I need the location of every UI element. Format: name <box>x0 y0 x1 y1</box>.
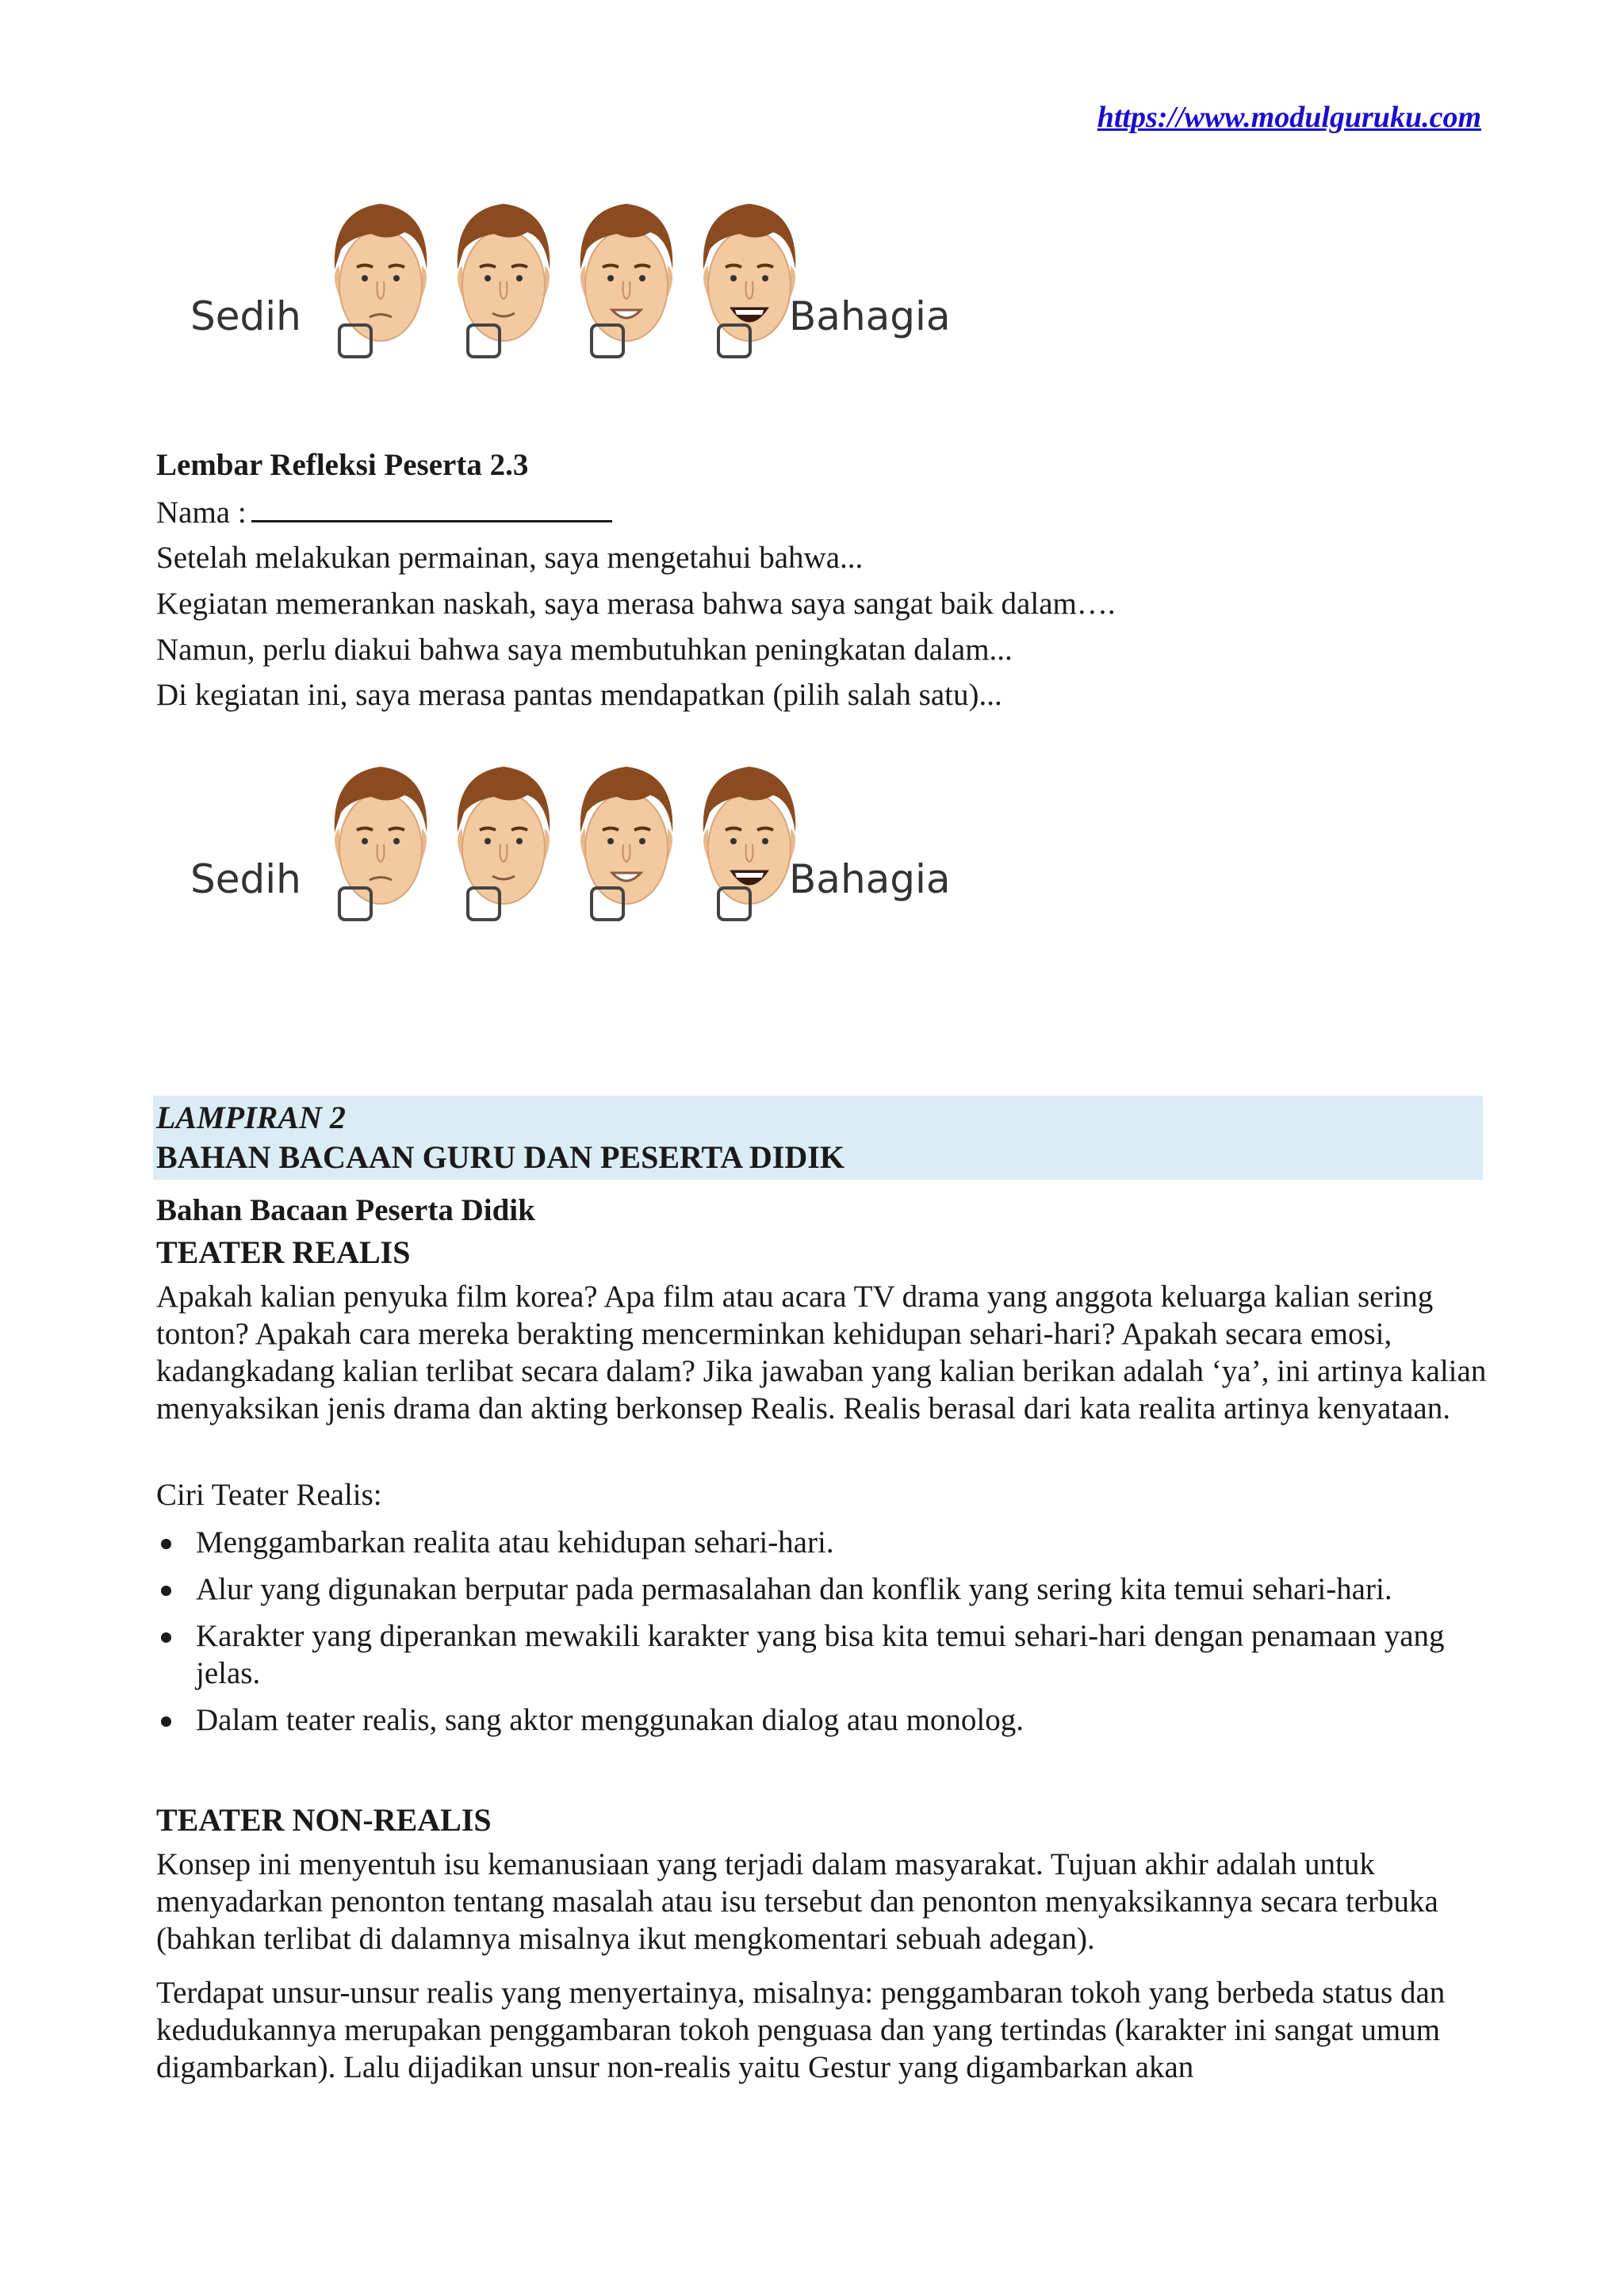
reflection-line-4: Di kegiatan ini, saya merasa pantas mendapatkan (pilih salah satu)... <box>156 678 1002 712</box>
scale-label-happy: Bahagia <box>789 293 951 339</box>
list-item <box>156 1524 1488 1561</box>
emotion-scale-bottom <box>190 725 952 939</box>
bullet-icon <box>161 1539 171 1549</box>
bullet-icon <box>161 1632 171 1643</box>
bullet-text: Dalam teater realis, sang aktor menggunakan dialog atau monolog. <box>196 1703 1024 1737</box>
bullet-icon <box>161 1716 171 1727</box>
bullet-text: Alur yang digunakan berputar pada permasalahan dan konflik yang sering kita temui sehari-hari. <box>196 1572 1392 1606</box>
emotion-faces-illustration <box>190 725 952 939</box>
ciri-bullet-list <box>156 1524 1488 1748</box>
reflection-title: Lembar Refleksi Peserta 2.3 <box>156 448 529 482</box>
list-item <box>156 1701 1488 1739</box>
section-title-realis: TEATER REALIS <box>156 1234 411 1270</box>
reflection-line-3: Namun, perlu diakui bahwa saya membutuhkan peningkatan dalam... <box>156 633 1013 667</box>
name-blank-line[interactable] <box>251 492 612 522</box>
lampiran-header-box <box>153 1096 1483 1180</box>
lampiran-title: LAMPIRAN 2 <box>156 1100 346 1135</box>
name-field-row <box>156 492 612 532</box>
non-realis-paragraph-1: Konsep ini menyentuh isu kemanusiaan yang terjadi dalam masyarakat. Tujuan akhir adalah untuk menyadarkan penonton tentang masalah atau isu tersebut dan penonton menyaksikannya secara terbuka (bahkan terlibat di dalamnya misalnya ikut mengkomentari sebuah adegan). <box>156 1847 1438 1956</box>
non-realis-paragraph-2: Terdapat unsur-unsur realis yang menyertainya, misalnya: penggambaran tokoh yang berbeda status dan kedudukannya merupakan penggambaran tokoh penguasa dan yang tertindas (karakter ini sangat umum digambarkan). Lalu dijadikan unsur non-realis yaitu Gestur yang digambarkan akan <box>156 1976 1446 2084</box>
lampiran-subtitle: BAHAN BACAAN GURU DAN PESERTA DIDIK <box>156 1139 845 1175</box>
scale-label-happy: Bahagia <box>789 856 951 902</box>
header-url-link[interactable]: https://www.modulguruku.com <box>1097 101 1481 134</box>
list-item <box>156 1571 1488 1608</box>
scale-label-sad: Sedih <box>190 856 301 902</box>
reflection-line-2: Kegiatan memerankan naskah, saya merasa bahwa saya sangat baik dalam…. <box>156 587 1116 621</box>
scale-label-sad: Sedih <box>190 293 301 339</box>
emotion-faces-illustration <box>190 163 952 377</box>
name-label: Nama : <box>156 496 247 530</box>
reflection-line-1: Setelah melakukan permainan, saya mengetahui bahwa... <box>156 541 864 575</box>
bullet-icon <box>161 1586 171 1596</box>
reading-heading: Bahan Bacaan Peserta Didik <box>156 1193 535 1227</box>
emotion-scale-top <box>190 163 952 377</box>
list-item <box>156 1617 1488 1692</box>
ciri-label: Ciri Teater Realis: <box>156 1478 382 1512</box>
bullet-text: Karakter yang diperankan mewakili karakter yang bisa kita temui sehari-hari dengan penamaan yang jelas. <box>196 1619 1445 1690</box>
bullet-text: Menggambarkan realita atau kehidupan sehari-hari. <box>196 1525 834 1559</box>
realis-paragraph: Apakah kalian penyuka film korea? Apa film atau acara TV drama yang anggota keluarga kalian sering tonton? Apakah cara mereka berakting mencerminkan kehidupan sehari-hari? Apakah secara emosi, kadangkadang kalian terlibat secara dalam? Jika jawaban yang kalian berikan adalah ‘ya’, ini artinya kalian menyaksikan jenis drama dan akting berkonsep Realis. Realis berasal dari kata realita artinya kenyataan. <box>156 1280 1487 1425</box>
section-title-non-realis: TEATER NON-REALIS <box>156 1802 492 1838</box>
